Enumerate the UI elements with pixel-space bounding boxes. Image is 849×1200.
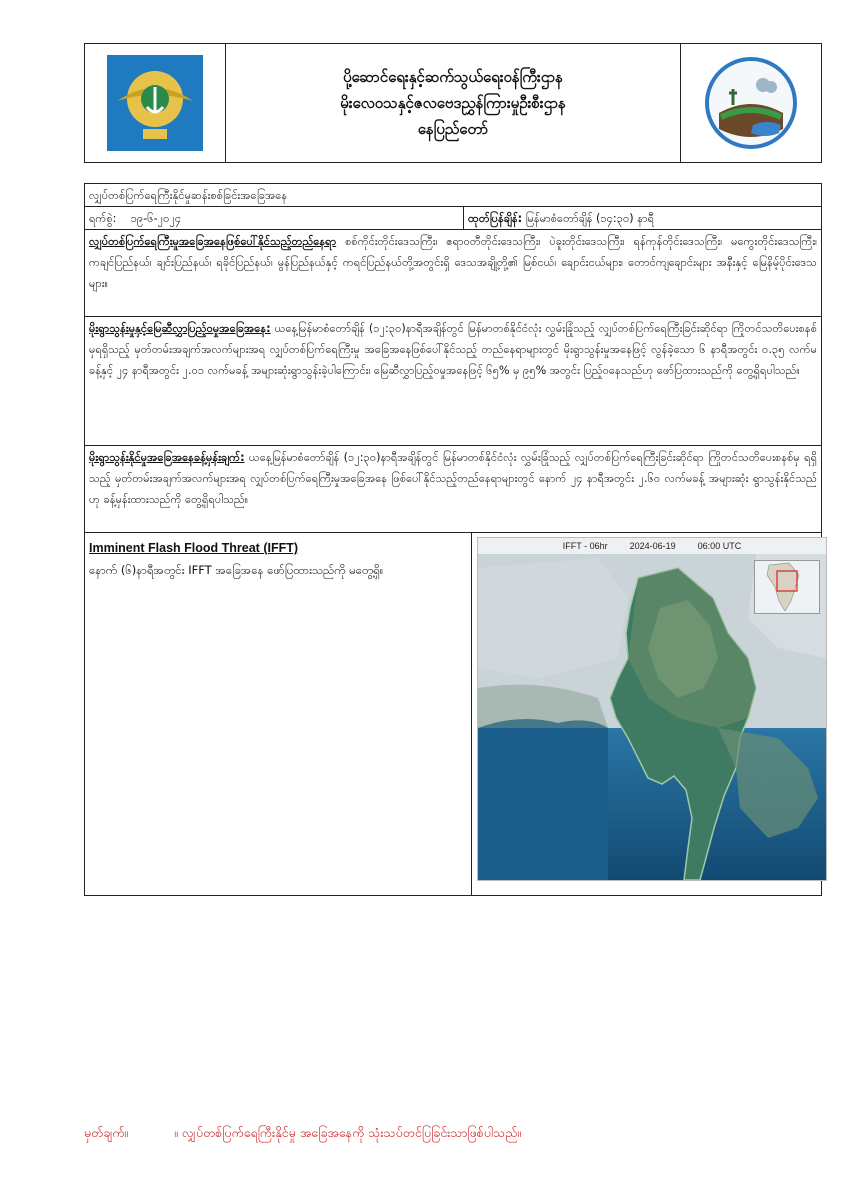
date-issue-row [85,207,821,230]
document-header [84,43,822,163]
ministry-logo-icon [107,55,203,151]
ministry-logo-cell [85,44,226,162]
ifft-row [85,533,821,895]
ifft-map-cell [472,533,821,895]
ifft-text: နောက် (၆)နာရီအတွင်း IFFT အခြေအနေ ဖော်ပြထားသည်ကို မတွေ့ရှိ။ [89,563,384,577]
locator-inset-map [754,560,820,614]
issue-label: ထုတ်ပြန်ချိန်: [468,212,523,225]
rain-forecast-heading: မိုးရွာသွန်းနိုင်မှုအခြေအနေခန့်မှန်းချက်: [89,451,245,464]
ifft-map [477,537,827,881]
note-label: မှတ်ချက်။ [84,1125,129,1140]
ministry-name: ပို့ဆောင်ရေးနှင့်ဆက်သွယ်ရေးဝန်ကြီးဌာန [343,68,563,86]
table-title-row [85,184,821,207]
water-cycle-logo-icon [703,55,799,151]
affected-areas-text: စစ်ကိုင်းတိုင်းဒေသကြီး၊ ဧရာဝတီတိုင်းဒေသကြီး၊ ပဲခူးတိုင်းဒေသကြီး၊ ရန်ကုန်တိုင်းဒေသကြီး၊ မကွေးတိုင်းဒေသကြီး၊ ကချင်ပြည်နယ်၊ ချင်းပြည်နယ်၊ ရခိုင်ပြည်နယ်၊ မွန်ပြည်နယ်နှင့် ကရင်ပြည်နယ်တို့အတွင်းရှိ ဒေသအချို့တို့၏ မြစ်ငယ်၊ ချောင်းငယ်များ၊ တောင်ကျချောင်းများ အနီးနှင့် မြေနိမ့်ပိုင်းဒေသများ။ [89,235,817,290]
rainfall-soil-text: ယနေ့မြန်မာစံတော်ချိန် (၁၂:၃၀)နာရီအချိန်တွင် မြန်မာတစ်နိုင်ငံလုံး လွှမ်းခြုံသည့် လျှပ်တစ်ပြက်ရေကြီးခြင်းဆိုင်ရာ ကြိုတင်သတိပေးစနစ်မှရရှိသည့် မှတ်တမ်းအချက်အလက်များအရ လျှပ်တစ်ပြက်ရေကြီးမှု အခြေအနေဖြစ်ပေါ်နိုင်သည့် တည်နေရာများတွင် မိုးရွာသွန်းမှုအနေဖြင့် လွန်ခဲ့သော ၆ နာရီအတွင်း ၀.၃၅ လက်မခန့်နှင့် ၂၄ နာရီအတွင်း ၂.၀၁ လက်မခန့် အများဆုံးရွာသွန်းခဲ့ပါကြောင်း၊ မြေဆီလွှာပြည့်ဝမှုအနေဖြင့် ၆၅% မှ ၉၅% အတွင်း ပြည့်ဝနေသည်ဟု ဖော်ပြထားသည်ကို တွေ့ရှိရပါသည်။ [89,322,817,377]
map-time: 06:00 UTC [697,540,742,551]
rain-forecast-row [85,446,821,533]
issue-time-cell [464,207,821,229]
footer-note [84,1125,784,1144]
issue-value: မြန်မာစံတော်ချိန် (၁၄:၃၀) နာရီ [525,212,655,225]
rain-forecast-text: ယနေ့မြန်မာစံတော်ချိန် (၁၂:၃၀)နာရီအချိန်တွင် မြန်မာတစ်နိုင်ငံလုံး လွှမ်းခြုံသည့် လျှပ်တစ်ပြက်ရေကြီးခြင်းဆိုင်ရာ ကြိုတင်သတိပေးစနစ်မှ ရရှိသည့် မှတ်တမ်းအချက်အလက်များအရ လျှပ်တစ်ပြက်ရေကြီးမှုအခြေအနေ ဖြစ်ပေါ်နိုင်သည့်တည်နေရာများတွင် နောက် ၂၄ နာရီအတွင်း ၂.၆၀ လက်မခန့် အများဆုံး ရွာသွန်းနိုင်သည်ဟု ခန့်မှန်းထားသည်ကို တွေ့ရှိရပါသည်။ [89,451,817,506]
ifft-text-cell [85,533,472,895]
table-title: လျှပ်တစ်ပြက်ရေကြီးနိုင်မှုဆန်းစစ်ခြင်းအခြေအနေ [89,189,288,202]
flash-flood-assessment-table [84,183,822,896]
ifft-title: Imminent Flash Flood Threat (IFFT) [89,541,299,555]
map-label: IFFT - 06hr [562,540,608,551]
department-title [226,44,681,162]
date-cell [85,207,464,229]
date-label: ရက်စွဲ: [89,212,117,225]
affected-areas-heading: လျှပ်တစ်ပြက်ရေကြီးမှုအခြေအနေဖြစ်ပေါ်နိုင်သည့်တည်နေရာ [89,235,337,248]
rainfall-soil-row [85,317,821,446]
map-date: 2024-06-19 [629,540,676,551]
city-name: နေပြည်တော် [417,120,489,138]
map-title-bar [478,538,826,554]
department-name: မိုးလေဝသနှင့်ဇလဗေဒညွှန်ကြားမှုဦးစီးဌာန [340,94,566,112]
date-value: ၁၉-၆-၂၀၂၄ [130,212,182,225]
locator-map-icon [755,561,819,613]
note-text: ။ လျှပ်တစ်ပြက်ရေကြီးနိုင်မှု အခြေအနေကို သုံးသပ်တင်ပြခြင်းသာဖြစ်ပါသည်။ [174,1125,522,1140]
department-logo-cell [681,44,821,162]
affected-areas-row [85,230,821,317]
rainfall-soil-heading: မိုးရွာသွန်းမှုနှင့်မြေဆီလွှာပြည့်ဝမှုအခြေအနေ: [89,322,271,335]
